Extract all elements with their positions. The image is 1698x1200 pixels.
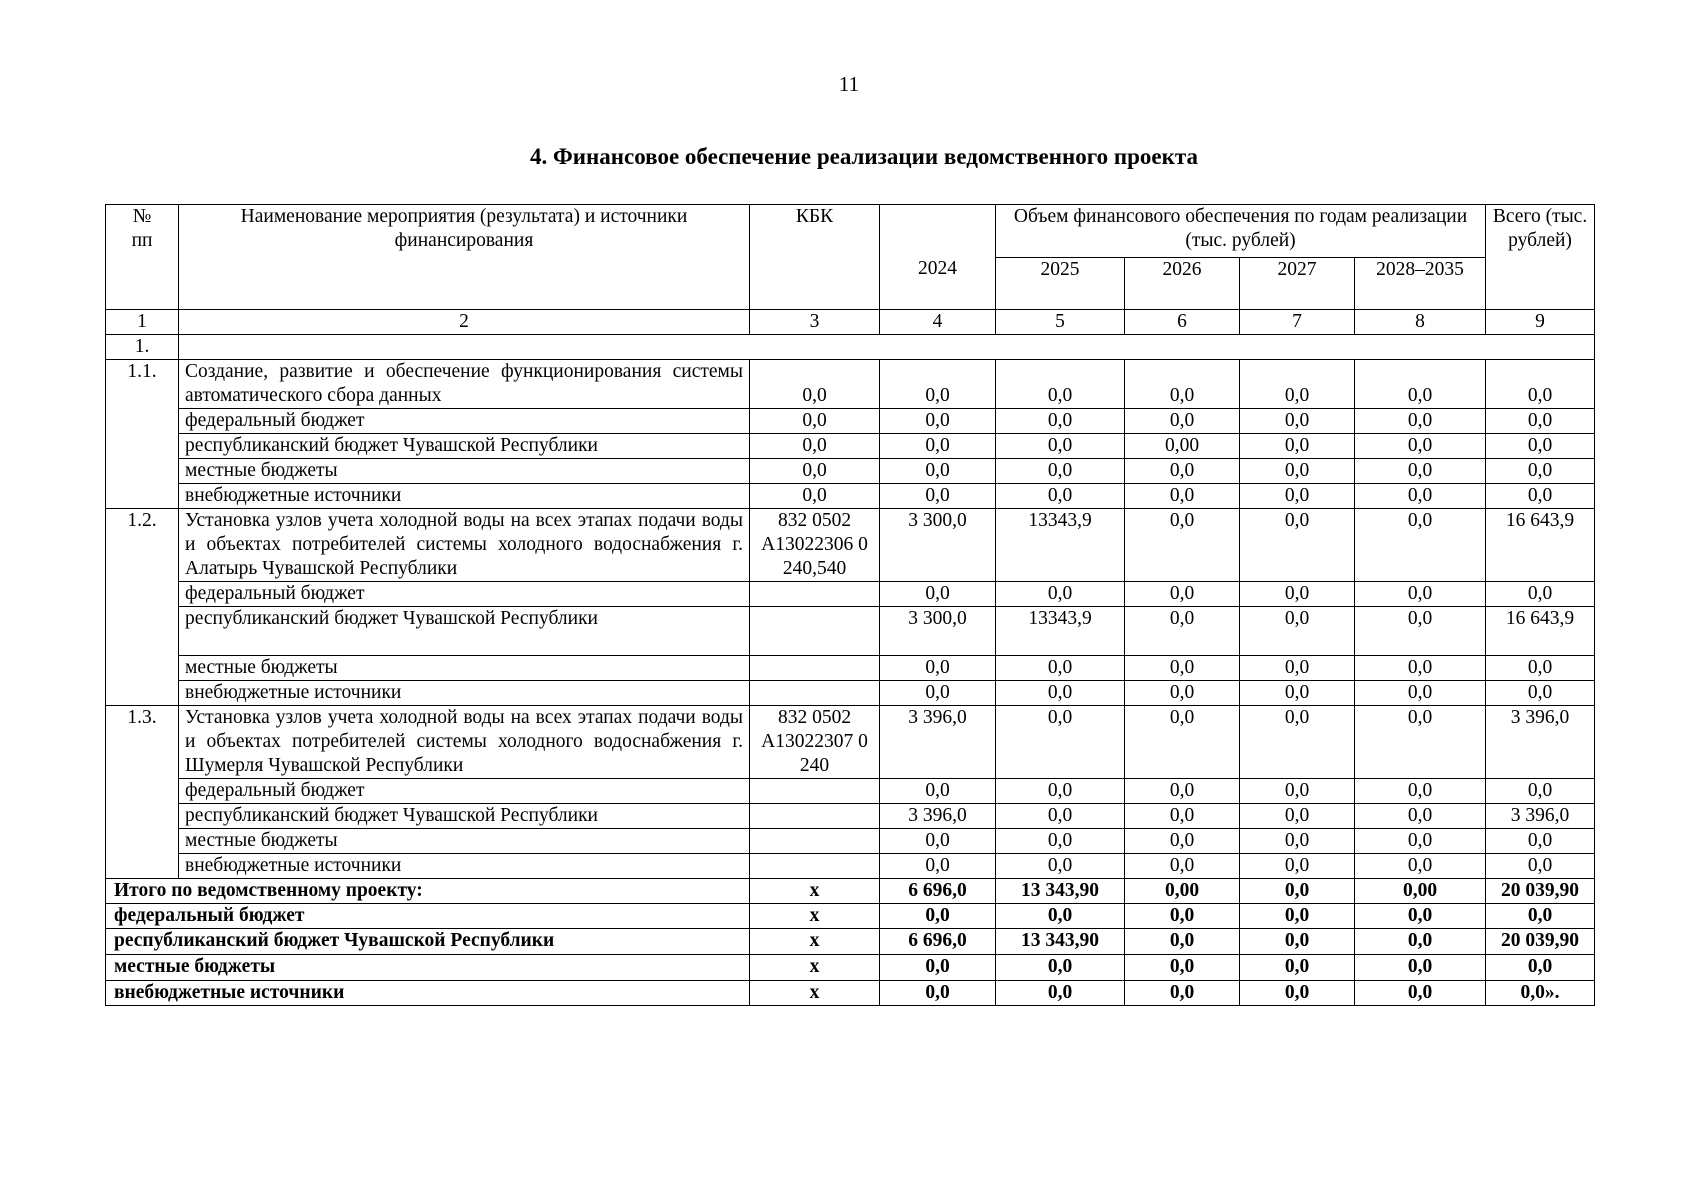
item-name: Создание, развитие и обеспечение функционирования системы автоматического сбора данных <box>179 360 750 409</box>
source-name: внебюджетные источники <box>179 484 750 509</box>
total-value: 0,0 <box>880 904 996 929</box>
source-value: 0,0 <box>880 829 996 854</box>
source-value: 3 396,0 <box>1486 804 1595 829</box>
item-value: 3 396,0 <box>1486 706 1595 779</box>
financing-table <box>105 204 1595 1006</box>
source-value: 0,0 <box>1240 804 1355 829</box>
source-value: 0,0 <box>1355 409 1486 434</box>
header-name: Наименование мероприятия (результата) и источники финансирования <box>179 205 750 310</box>
item-value: 3 300,0 <box>880 509 996 582</box>
total-value: 0,0 <box>996 981 1125 1006</box>
col-number: 9 <box>1486 310 1595 335</box>
source-value: 0,0 <box>1125 854 1240 879</box>
item-value: 0,0 <box>996 360 1125 409</box>
source-value: 0,0 <box>1486 434 1595 459</box>
item-num: 1.3. <box>106 706 179 879</box>
total-value: 0,0 <box>996 904 1125 929</box>
source-name: местные бюджеты <box>179 459 750 484</box>
source-value: 0,0 <box>1355 434 1486 459</box>
source-value: 0,0 <box>996 656 1125 681</box>
total-row <box>106 955 1595 981</box>
year-2028-2035: 2028–2035 <box>1355 257 1486 310</box>
source-value: 0,0 <box>880 779 996 804</box>
column-numbers-row <box>106 310 1595 335</box>
source-value: 0,0 <box>1486 582 1595 607</box>
header-row <box>106 205 1595 258</box>
source-value: 0,0 <box>1240 484 1355 509</box>
item-kbk: 832 0502 А13022306 0 240,540 <box>750 509 880 582</box>
year-2025: 2025 <box>996 257 1125 310</box>
total-value: 0,0 <box>880 981 996 1006</box>
total-value: 20 039,90 <box>1486 929 1595 955</box>
source-value: 0,0 <box>1486 484 1595 509</box>
total-value: 0,0 <box>1240 955 1355 981</box>
total-value: 0,0». <box>1486 981 1595 1006</box>
source-value: 0,0 <box>1125 607 1240 656</box>
source-name: федеральный бюджет <box>179 409 750 434</box>
source-row <box>106 804 1595 829</box>
source-row <box>106 484 1595 509</box>
source-value: 0,0 <box>1486 779 1595 804</box>
source-value: 0,0 <box>1125 582 1240 607</box>
item-value: 0,0 <box>880 360 996 409</box>
source-value: 0,0 <box>996 804 1125 829</box>
year-2026: 2026 <box>1125 257 1240 310</box>
header-blank <box>880 205 996 258</box>
source-value: 0,0 <box>996 459 1125 484</box>
item-value: 0,0 <box>1125 509 1240 582</box>
total-value: 0,0 <box>1240 904 1355 929</box>
source-row <box>106 459 1595 484</box>
source-value: 0,0 <box>1355 582 1486 607</box>
total-value: 0,0 <box>1355 955 1486 981</box>
source-name: федеральный бюджет <box>179 582 750 607</box>
col-number: 1 <box>106 310 179 335</box>
item-value: 0,0 <box>1240 509 1355 582</box>
item-value: 16 643,9 <box>1486 509 1595 582</box>
item-value: 3 396,0 <box>880 706 996 779</box>
year-2027: 2027 <box>1240 257 1355 310</box>
source-value: 0,0 <box>1240 607 1355 656</box>
source-value: 13343,9 <box>996 607 1125 656</box>
source-kbk <box>750 607 880 656</box>
source-row <box>106 434 1595 459</box>
source-value: 0,0 <box>996 484 1125 509</box>
total-value: 0,0 <box>996 955 1125 981</box>
source-kbk <box>750 582 880 607</box>
source-value: 0,0 <box>1486 681 1595 706</box>
source-value: 0,0 <box>996 582 1125 607</box>
source-row <box>106 656 1595 681</box>
total-value: 6 696,0 <box>880 879 996 904</box>
col-number: 3 <box>750 310 880 335</box>
total-value: 20 039,90 <box>1486 879 1595 904</box>
source-value: 0,0 <box>996 829 1125 854</box>
source-value: 0,0 <box>1240 829 1355 854</box>
source-kbk: 0,0 <box>750 459 880 484</box>
source-row <box>106 829 1595 854</box>
source-value: 0,0 <box>1355 459 1486 484</box>
source-value: 0,0 <box>1355 804 1486 829</box>
source-kbk: 0,0 <box>750 484 880 509</box>
total-value: 6 696,0 <box>880 929 996 955</box>
source-name: местные бюджеты <box>179 829 750 854</box>
source-value: 0,0 <box>1240 434 1355 459</box>
total-value: 0,0 <box>1355 904 1486 929</box>
total-value: 13 343,90 <box>996 929 1125 955</box>
item-value: 0,0 <box>1240 706 1355 779</box>
total-row <box>106 929 1595 955</box>
item-row <box>106 360 1595 409</box>
table-body <box>106 205 1595 1006</box>
source-name: республиканский бюджет Чувашской Республики <box>179 434 750 459</box>
source-value: 0,0 <box>1355 681 1486 706</box>
source-value: 0,0 <box>996 409 1125 434</box>
col-number: 8 <box>1355 310 1486 335</box>
source-value: 3 300,0 <box>880 607 996 656</box>
total-value: 0,0 <box>1125 904 1240 929</box>
source-value: 0,0 <box>880 681 996 706</box>
source-value: 0,0 <box>1355 484 1486 509</box>
source-name: внебюджетные источники <box>179 681 750 706</box>
item-value: 0,0 <box>1125 706 1240 779</box>
source-value: 0,0 <box>1486 854 1595 879</box>
source-name: республиканский бюджет Чувашской Республики <box>179 804 750 829</box>
col-number: 6 <box>1125 310 1240 335</box>
source-kbk <box>750 804 880 829</box>
item-num: 1.2. <box>106 509 179 706</box>
total-kbk: х <box>750 904 880 929</box>
source-value: 0,0 <box>996 854 1125 879</box>
source-value: 0,0 <box>1240 779 1355 804</box>
total-value: 0,0 <box>1125 929 1240 955</box>
total-label: внебюджетные источники <box>106 981 750 1006</box>
source-value: 0,0 <box>880 582 996 607</box>
total-value: 0,0 <box>1355 929 1486 955</box>
item-value: 0,0 <box>1355 360 1486 409</box>
source-kbk <box>750 854 880 879</box>
total-label: Итого по ведомственному проекту: <box>106 879 750 904</box>
item-value: 13343,9 <box>996 509 1125 582</box>
source-value: 3 396,0 <box>880 804 996 829</box>
item-value: 0,0 <box>996 706 1125 779</box>
source-kbk <box>750 681 880 706</box>
item-kbk: 0,0 <box>750 360 880 409</box>
page-number: 11 <box>838 72 860 96</box>
source-value: 0,0 <box>1240 681 1355 706</box>
source-value: 0,0 <box>1240 409 1355 434</box>
source-value: 0,0 <box>1486 829 1595 854</box>
source-value: 0,0 <box>996 779 1125 804</box>
total-value: 0,0 <box>1125 981 1240 1006</box>
source-value: 0,0 <box>1125 804 1240 829</box>
source-row <box>106 681 1595 706</box>
source-value: 0,0 <box>1355 656 1486 681</box>
total-kbk: х <box>750 955 880 981</box>
source-value: 0,0 <box>880 434 996 459</box>
source-value: 0,0 <box>1486 409 1595 434</box>
item-value: 0,0 <box>1355 706 1486 779</box>
source-value: 0,0 <box>1125 484 1240 509</box>
total-value: 0,0 <box>1355 981 1486 1006</box>
total-value: 0,0 <box>1486 955 1595 981</box>
source-name: республиканский бюджет Чувашской Республики <box>179 607 750 656</box>
item-row <box>106 509 1595 582</box>
source-name: местные бюджеты <box>179 656 750 681</box>
total-value: 0,00 <box>1355 879 1486 904</box>
total-value: 13 343,90 <box>996 879 1125 904</box>
source-value: 0,0 <box>880 484 996 509</box>
source-value: 0,0 <box>1125 459 1240 484</box>
item-name: Установка узлов учета холодной воды на всех этапах подачи воды и объектах потребителей системы холодного водоснабжения г. Алатырь Чувашской Республики <box>179 509 750 582</box>
total-kbk: х <box>750 929 880 955</box>
header-num: № пп <box>106 205 179 310</box>
header-total: Всего (тыс. рублей) <box>1486 205 1595 310</box>
item-num: 1.1. <box>106 360 179 509</box>
source-value: 0,0 <box>1240 656 1355 681</box>
source-value: 0,0 <box>996 434 1125 459</box>
source-value: 0,0 <box>1355 829 1486 854</box>
total-row <box>106 879 1595 904</box>
source-kbk <box>750 656 880 681</box>
source-kbk <box>750 829 880 854</box>
source-value: 0,0 <box>880 459 996 484</box>
source-row <box>106 607 1595 656</box>
source-value: 0,0 <box>1486 459 1595 484</box>
item-value: 0,0 <box>1240 360 1355 409</box>
source-value: 0,0 <box>996 681 1125 706</box>
source-value: 0,0 <box>1125 656 1240 681</box>
source-value: 0,0 <box>1355 607 1486 656</box>
total-row <box>106 904 1595 929</box>
source-row <box>106 409 1595 434</box>
section-row <box>106 335 1595 360</box>
section-num: 1. <box>106 335 179 360</box>
header-volume: Объем финансового обеспечения по годам реализации (тыс. рублей) <box>996 205 1486 258</box>
year-2024: 2024 <box>880 257 996 310</box>
source-value: 16 643,9 <box>1486 607 1595 656</box>
source-value: 0,0 <box>1486 656 1595 681</box>
source-kbk <box>750 779 880 804</box>
source-row <box>106 779 1595 804</box>
item-name: Установка узлов учета холодной воды на всех этапах подачи воды и объектах потребителей системы холодного водоснабжения г. Шумерля Чувашской Республики <box>179 706 750 779</box>
total-value: 0,0 <box>1125 955 1240 981</box>
total-label: федеральный бюджет <box>106 904 750 929</box>
source-value: 0,0 <box>880 409 996 434</box>
total-label: республиканский бюджет Чувашской Республики <box>106 929 750 955</box>
source-value: 0,0 <box>1125 829 1240 854</box>
source-value: 0,00 <box>1125 434 1240 459</box>
col-number: 4 <box>880 310 996 335</box>
total-value: 0,00 <box>1125 879 1240 904</box>
item-value: 0,0 <box>1355 509 1486 582</box>
col-number: 7 <box>1240 310 1355 335</box>
section-title: 4. Финансовое обеспечение реализации ведомственного проекта <box>530 144 1198 169</box>
total-value: 0,0 <box>1240 929 1355 955</box>
source-value: 0,0 <box>880 854 996 879</box>
col-number: 5 <box>996 310 1125 335</box>
section-name <box>179 335 1595 360</box>
total-kbk: х <box>750 879 880 904</box>
total-value: 0,0 <box>880 955 996 981</box>
total-value: 0,0 <box>1240 879 1355 904</box>
source-value: 0,0 <box>1125 779 1240 804</box>
source-value: 0,0 <box>1240 459 1355 484</box>
total-value: 0,0 <box>1240 981 1355 1006</box>
item-value: 0,0 <box>1486 360 1595 409</box>
item-row <box>106 706 1595 779</box>
header-kbk: КБК <box>750 205 880 310</box>
total-label: местные бюджеты <box>106 955 750 981</box>
source-value: 0,0 <box>1240 854 1355 879</box>
source-row <box>106 854 1595 879</box>
source-value: 0,0 <box>1240 582 1355 607</box>
source-kbk: 0,0 <box>750 409 880 434</box>
total-value: 0,0 <box>1486 904 1595 929</box>
total-kbk: х <box>750 981 880 1006</box>
source-kbk: 0,0 <box>750 434 880 459</box>
total-row <box>106 981 1595 1006</box>
source-value: 0,0 <box>880 656 996 681</box>
source-value: 0,0 <box>1355 779 1486 804</box>
source-row <box>106 582 1595 607</box>
item-value: 0,0 <box>1125 360 1240 409</box>
source-name: внебюджетные источники <box>179 854 750 879</box>
item-kbk: 832 0502 А13022307 0 240 <box>750 706 880 779</box>
source-value: 0,0 <box>1355 854 1486 879</box>
source-value: 0,0 <box>1125 681 1240 706</box>
source-value: 0,0 <box>1125 409 1240 434</box>
col-number: 2 <box>179 310 750 335</box>
source-name: федеральный бюджет <box>179 779 750 804</box>
